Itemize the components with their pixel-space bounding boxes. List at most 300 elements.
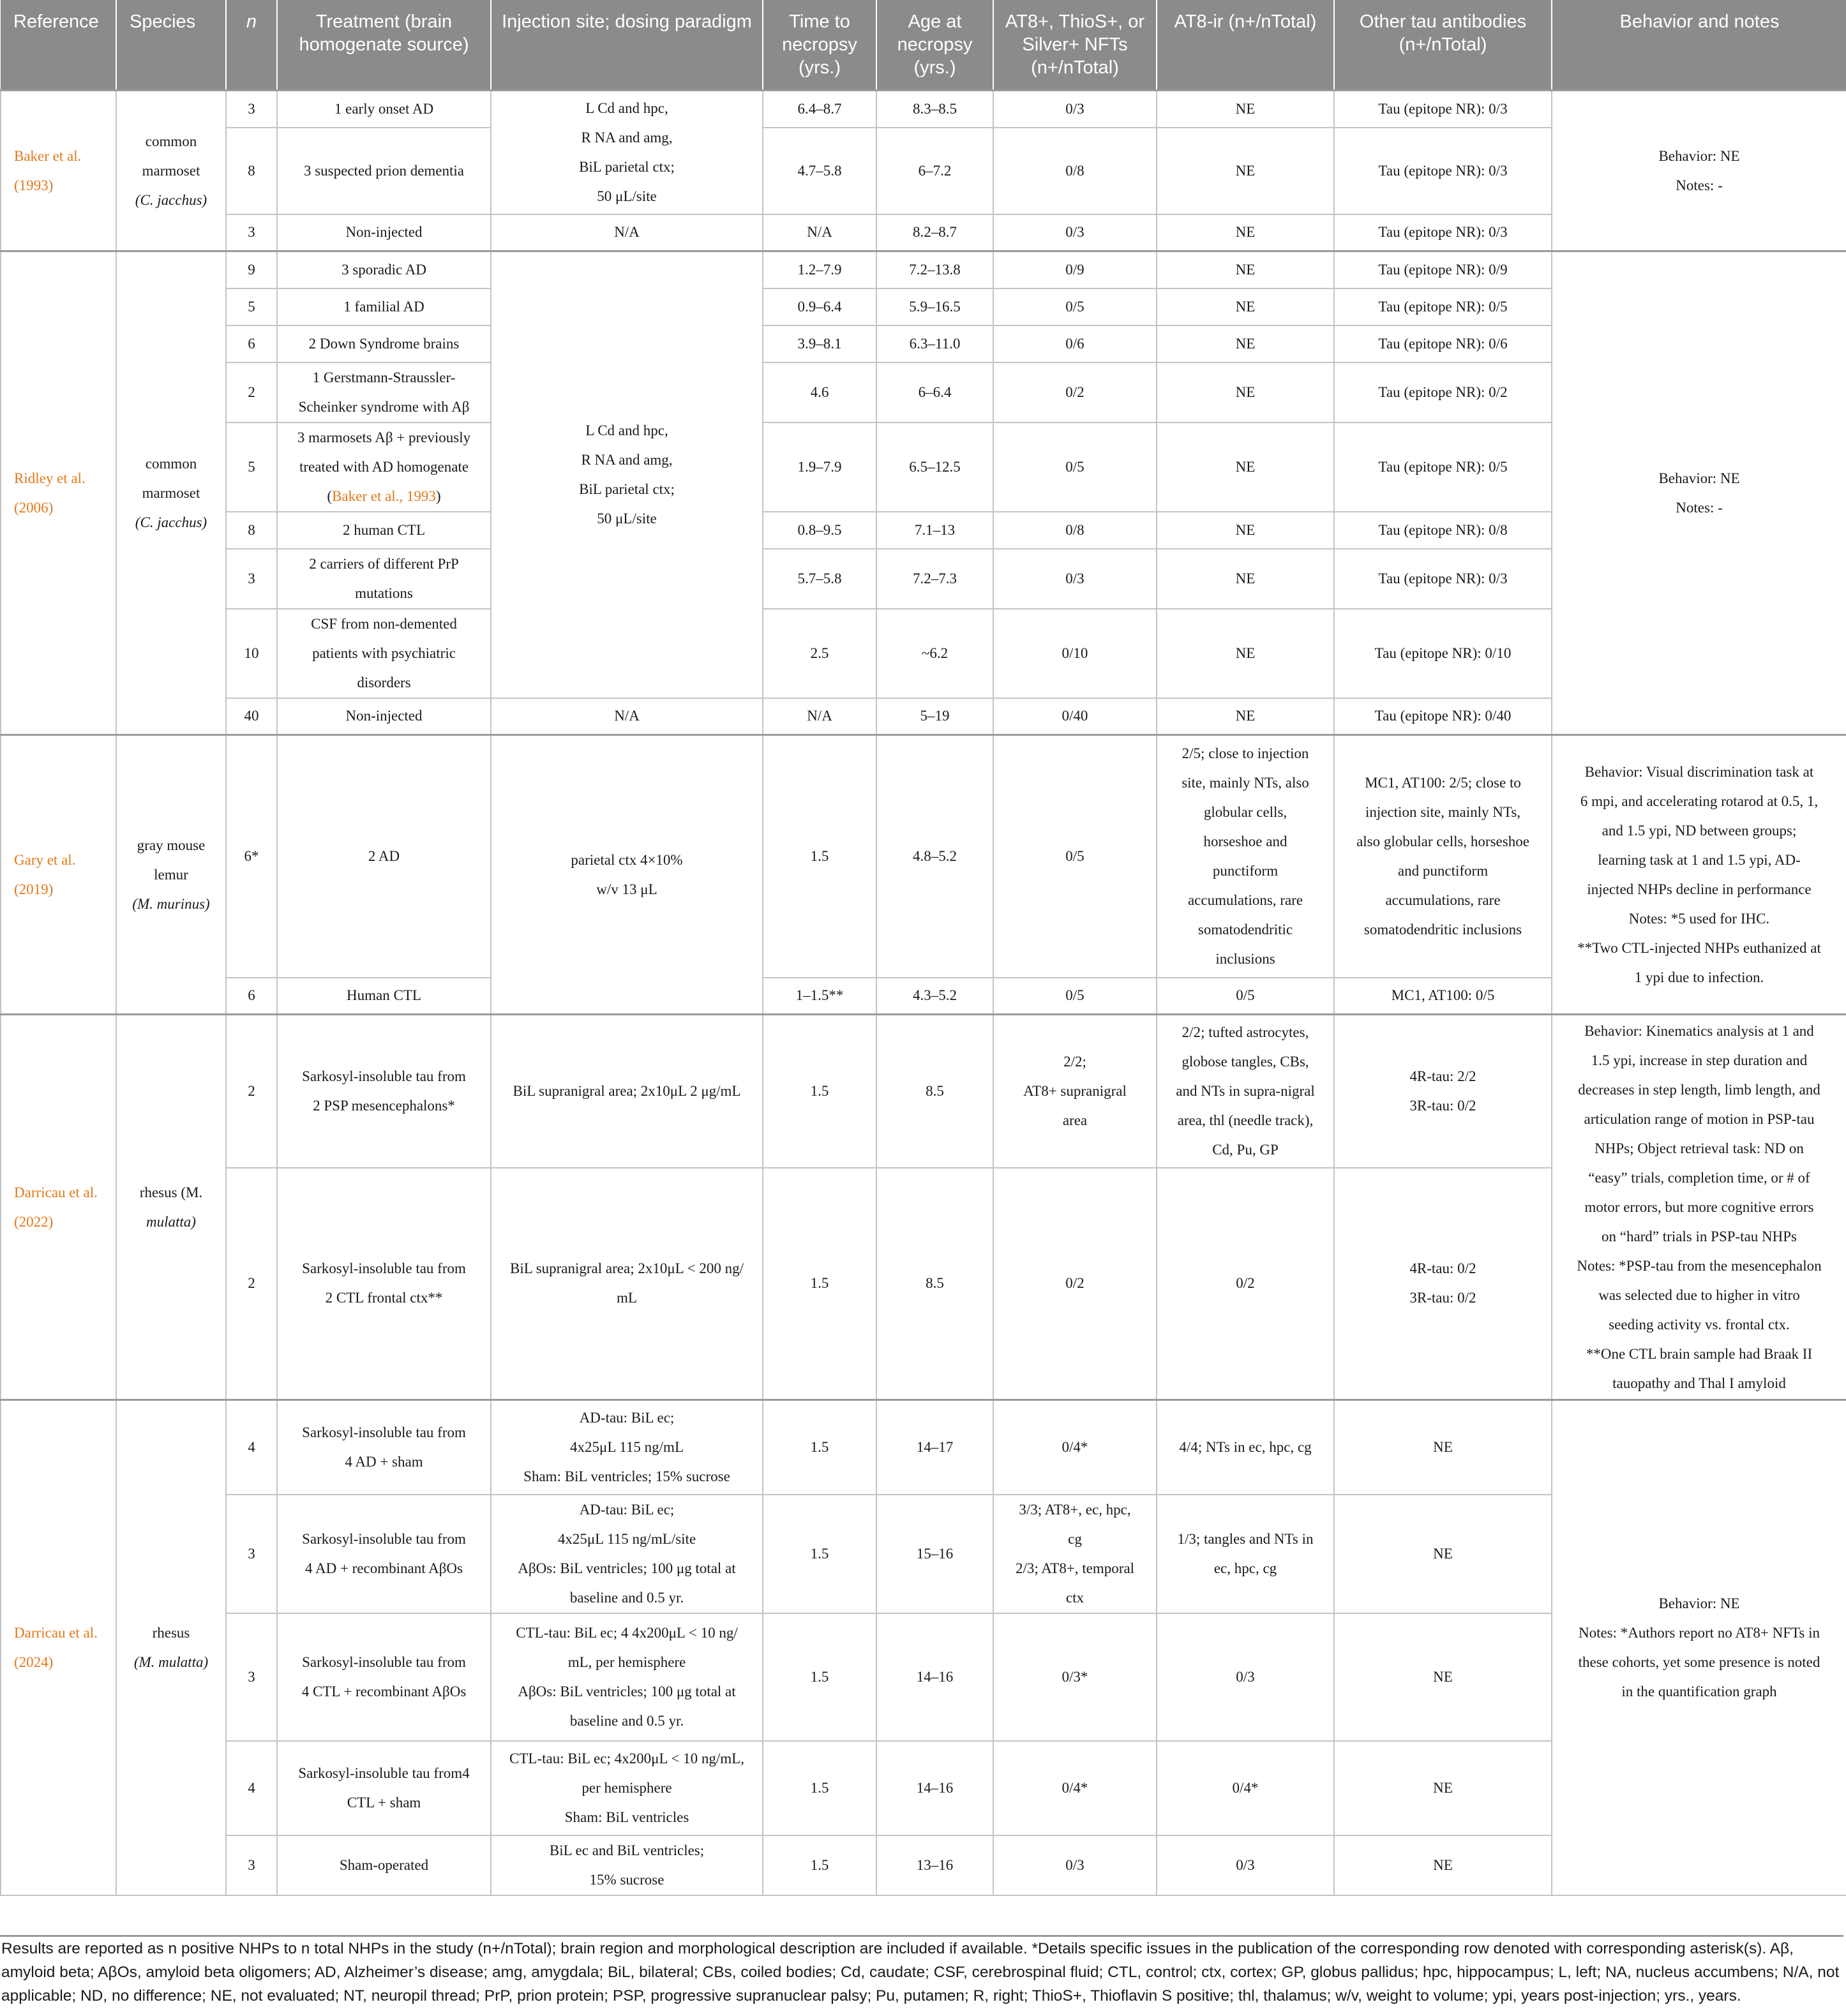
- time-cell: [763, 549, 876, 609]
- at8-cell: [1157, 422, 1334, 512]
- at8-cell: [1157, 609, 1334, 698]
- injection-cell: [491, 1495, 763, 1613]
- other-antibodies-cell: [1334, 1495, 1552, 1613]
- injection-cell: [491, 1741, 763, 1835]
- age-cell-text: 7.2–13.8: [909, 261, 961, 278]
- time-cell: [763, 1835, 876, 1895]
- header-n: n: [226, 0, 277, 91]
- treatment-cell: [277, 1168, 491, 1400]
- other-antibodies-cell: [1334, 609, 1552, 698]
- age-cell: [876, 422, 993, 512]
- n-cell: [226, 1741, 277, 1835]
- injection-cell: [491, 698, 763, 735]
- n-cell-text: 2: [248, 1082, 255, 1099]
- treatment-cell: [277, 128, 491, 214]
- nft-cell-text: 0/2: [1065, 384, 1084, 400]
- reference-cell-text: Ridley et al. (2006): [14, 470, 86, 516]
- other-antibodies-cell: [1334, 422, 1552, 512]
- n-cell-text: 3: [248, 224, 255, 241]
- time-cell: [763, 1168, 876, 1400]
- nft-cell-text: 0/8: [1065, 521, 1084, 538]
- n-cell: [226, 1015, 277, 1168]
- header-other: Other tau antibodies (n+/nTotal): [1334, 0, 1552, 91]
- treatment-cell: [277, 1835, 491, 1895]
- n-cell: [226, 91, 277, 128]
- time-cell-text: 5.7–5.8: [797, 570, 842, 586]
- nft-cell: [993, 735, 1157, 978]
- age-cell-text: 5.9–16.5: [909, 298, 961, 315]
- treatment-cell-text: 3 sporadic AD: [341, 261, 426, 278]
- at8-cell: [1157, 1495, 1334, 1613]
- at8-cell: [1157, 288, 1334, 325]
- time-cell: [763, 1495, 876, 1613]
- species-cell: [116, 1015, 226, 1400]
- treatment-cell: [277, 1015, 491, 1168]
- n-cell: [226, 1168, 277, 1400]
- time-cell-text: 4.6: [810, 384, 829, 400]
- age-cell: [876, 1741, 993, 1835]
- injection-cell-text: AD-tau: BiL ec; 4x25μL 115 ng/mL Sham: BiL ventricles; 15% sucrose: [523, 1409, 730, 1484]
- n-cell: [226, 512, 277, 549]
- at8-cell: [1157, 91, 1334, 128]
- age-cell-text: 8.3–8.5: [913, 100, 957, 117]
- at8-cell-text: 0/5: [1236, 987, 1255, 1004]
- n-cell-text: 6: [248, 335, 255, 352]
- species-common-name: rhesus (M.: [139, 1184, 203, 1200]
- species-latin-name: mulatta): [146, 1213, 196, 1230]
- nft-cell-text: 0/4*: [1062, 1438, 1088, 1455]
- age-cell-text: 5–19: [920, 708, 950, 724]
- at8-cell-text: 2/2; tufted astrocytes, globose tangles, CBs, and NTs in supra-nigral area, thl (needle track), Cd, Pu, GP: [1176, 1024, 1315, 1158]
- time-cell-text: 4.7–5.8: [797, 162, 842, 179]
- treatment-cell-text: 2 Down Syndrome brains: [308, 335, 460, 352]
- time-cell-text: 1.5: [810, 1779, 829, 1796]
- treatment-cell-text: Human CTL: [347, 987, 421, 1004]
- treatment-cell: [277, 512, 491, 549]
- injection-cell: [491, 1015, 763, 1168]
- nft-cell-text: 0/6: [1065, 335, 1084, 352]
- treatment-cell-text: Sarkosyl-insoluble tau from4 CTL + sham: [298, 1765, 470, 1811]
- time-cell: [763, 422, 876, 512]
- treatment-cell-text: Sarkosyl-insoluble tau from 2 CTL frontal ctx**: [302, 1260, 466, 1306]
- at8-cell: [1157, 1400, 1334, 1495]
- at8-cell-text: NE: [1235, 162, 1256, 179]
- n-cell: [226, 288, 277, 325]
- other-antibodies-cell: [1334, 549, 1552, 609]
- treatment-cell: [277, 698, 491, 735]
- table-row: [1, 1015, 1846, 1168]
- nft-cell-text: 0/3*: [1062, 1668, 1088, 1685]
- reference-cell-text: Baker et al. (1993): [14, 147, 82, 193]
- age-cell: [876, 512, 993, 549]
- header-reference: Reference: [1, 0, 116, 91]
- age-cell-text: 4.8–5.2: [913, 847, 957, 864]
- n-cell: [226, 1495, 277, 1613]
- age-cell-text: 6–6.4: [918, 384, 952, 400]
- injection-cell: [491, 735, 763, 1015]
- at8-cell-text: NE: [1235, 298, 1256, 315]
- at8-cell: [1157, 735, 1334, 978]
- header-at8: AT8-ir (n+/nTotal): [1157, 0, 1334, 91]
- age-cell: [876, 128, 993, 214]
- injection-cell-text: N/A: [614, 708, 640, 724]
- reference-cell: [1, 91, 116, 251]
- other-antibodies-cell: [1334, 1168, 1552, 1400]
- nft-cell: [993, 609, 1157, 698]
- treatment-cell-text: Non-injected: [345, 224, 423, 241]
- time-cell: [763, 1400, 876, 1495]
- species-cell: [116, 1400, 226, 1895]
- behavior-notes-cell: [1552, 735, 1846, 1015]
- age-cell-text: 7.2–7.3: [913, 570, 957, 586]
- header-nft: AT8+, ThioS+, or Silver+ NFTs (n+/nTotal): [993, 0, 1157, 91]
- age-cell: [876, 362, 993, 422]
- injection-cell: [491, 1400, 763, 1495]
- other-antibodies-cell-text: Tau (epitope NR): 0/5: [1378, 298, 1508, 315]
- treatment-cell: [277, 251, 491, 288]
- species-latin-name: (C. jacchus): [135, 514, 207, 530]
- treatment-cell-text: 3 suspected prion dementia: [303, 162, 464, 179]
- nft-cell-text: 2/2; AT8+ supranigral area: [1023, 1053, 1127, 1128]
- other-antibodies-cell: [1334, 1835, 1552, 1895]
- n-cell-text: 4: [248, 1438, 255, 1455]
- treatment-cell-text: 1 familial AD: [343, 298, 424, 315]
- at8-cell: [1157, 214, 1334, 251]
- behavior-notes-cell-text: Behavior: NE Notes: -: [1658, 147, 1740, 193]
- nft-cell: [993, 1015, 1157, 1168]
- time-cell: [763, 512, 876, 549]
- n-cell: [226, 362, 277, 422]
- nft-cell: [993, 512, 1157, 549]
- age-cell: [876, 735, 993, 978]
- n-cell-text: 3: [248, 570, 255, 586]
- n-cell-text: 40: [244, 708, 259, 724]
- nft-cell: [993, 91, 1157, 128]
- n-cell: [226, 978, 277, 1015]
- time-cell: [763, 698, 876, 735]
- at8-cell-text: NE: [1235, 261, 1256, 278]
- time-cell: [763, 1613, 876, 1741]
- at8-cell-text: 0/4*: [1232, 1779, 1259, 1796]
- time-cell-text: 1.5: [810, 847, 829, 864]
- at8-cell-text: NE: [1235, 521, 1256, 538]
- at8-cell-text: NE: [1235, 100, 1256, 117]
- species-latin-name: (C. jacchus): [135, 191, 207, 208]
- n-cell: [226, 214, 277, 251]
- age-cell-text: 6.3–11.0: [909, 335, 961, 352]
- nft-cell-text: 0/3: [1065, 224, 1084, 241]
- time-cell-text: 1.5: [810, 1668, 829, 1685]
- nft-cell: [993, 978, 1157, 1015]
- other-antibodies-cell-text: Tau (epitope NR): 0/9: [1378, 261, 1508, 278]
- behavior-notes-cell: [1552, 1015, 1846, 1400]
- reference-cell: [1, 251, 116, 735]
- treatment-cell-text: 1 early onset AD: [334, 100, 434, 117]
- other-antibodies-cell-text: MC1, AT100: 2/5; close to injection site, mainly NTs, also globular cells, horseshoe and punctiform accumulations, rare somatodendritic inclusions: [1356, 774, 1529, 937]
- time-cell-text: 1.2–7.9: [797, 261, 842, 278]
- treatment-cell: [277, 325, 491, 362]
- other-antibodies-cell: [1334, 978, 1552, 1015]
- at8-cell-text: 0/3: [1236, 1856, 1255, 1873]
- n-cell-text: 5: [248, 458, 255, 475]
- n-cell: [226, 128, 277, 214]
- at8-cell-text: 0/3: [1236, 1668, 1255, 1685]
- reference-cell: [1, 1400, 116, 1895]
- nft-cell: [993, 362, 1157, 422]
- at8-cell: [1157, 512, 1334, 549]
- treatment-cell: [277, 214, 491, 251]
- time-cell-text: 1–1.5**: [795, 987, 844, 1004]
- species-cell: [116, 251, 226, 735]
- treatment-cell: [277, 549, 491, 609]
- treatment-cell-text: Non-injected: [345, 708, 423, 724]
- nft-cell: [993, 214, 1157, 251]
- other-antibodies-cell: [1334, 325, 1552, 362]
- treatment-cell-text: 1 Gerstmann-Straussler- Scheinker syndrome with Aβ: [298, 369, 470, 415]
- age-cell-text: 6.5–12.5: [909, 458, 961, 475]
- treatment-cell: [277, 609, 491, 698]
- time-cell-text: 2.5: [810, 645, 829, 661]
- behavior-notes-cell-text: Behavior: NE Notes: *Authors report no AT8+ NFTs in these cohorts, yet some presence is noted in the quantification graph: [1578, 1595, 1820, 1699]
- age-cell-text: ~6.2: [921, 645, 949, 661]
- time-cell: [763, 362, 876, 422]
- at8-cell-text: 4/4; NTs in ec, hpc, cg: [1179, 1438, 1312, 1455]
- n-cell-text: 3: [248, 1856, 255, 1873]
- behavior-notes-cell: [1552, 1400, 1846, 1895]
- other-antibodies-cell-text: 4R-tau: 0/2 3R-tau: 0/2: [1409, 1260, 1476, 1306]
- at8-cell: [1157, 549, 1334, 609]
- age-cell-text: 8.5: [926, 1082, 944, 1099]
- n-cell-text: 6*: [244, 847, 259, 864]
- at8-cell: [1157, 978, 1334, 1015]
- n-cell: [226, 735, 277, 978]
- time-cell: [763, 91, 876, 128]
- reference-cell: [1, 1015, 116, 1400]
- nft-cell: [993, 1168, 1157, 1400]
- injection-cell: [491, 251, 763, 698]
- other-antibodies-cell: [1334, 735, 1552, 978]
- age-cell: [876, 978, 993, 1015]
- treatment-cell: [277, 1613, 491, 1741]
- n-cell-text: 6: [248, 987, 255, 1004]
- header-behavior: Behavior and notes: [1552, 0, 1846, 91]
- nft-cell-text: 0/5: [1065, 458, 1084, 475]
- treatment-cell-text: Sarkosyl-insoluble tau from 4 AD + sham: [302, 1424, 466, 1470]
- age-cell: [876, 91, 993, 128]
- time-cell: [763, 978, 876, 1015]
- at8-cell: [1157, 698, 1334, 735]
- nft-cell: [993, 1400, 1157, 1495]
- treatment-cell: [277, 735, 491, 978]
- other-antibodies-cell: [1334, 288, 1552, 325]
- other-antibodies-cell-text: 4R-tau: 2/2 3R-tau: 0/2: [1409, 1068, 1476, 1114]
- age-cell: [876, 1835, 993, 1895]
- age-cell: [876, 251, 993, 288]
- table-body: [1, 91, 1846, 1895]
- injection-cell-text: BiL supranigral area; 2x10μL < 200 ng/ mL: [510, 1260, 744, 1306]
- other-antibodies-cell: [1334, 1400, 1552, 1495]
- time-cell-text: 0.8–9.5: [797, 521, 842, 538]
- nft-cell-text: 0/5: [1065, 298, 1084, 315]
- nft-cell-text: 0/3: [1065, 570, 1084, 586]
- injection-cell-text: BiL supranigral area; 2x10μL 2 μg/mL: [513, 1082, 741, 1099]
- age-cell-text: 15–16: [916, 1545, 954, 1562]
- other-antibodies-cell: [1334, 512, 1552, 549]
- treatment-cell: [277, 1400, 491, 1495]
- age-cell: [876, 1495, 993, 1613]
- citation-link[interactable]: Baker et al., 1993: [332, 488, 436, 504]
- species-common-name: common marmoset: [142, 133, 200, 179]
- n-cell-text: 8: [248, 521, 255, 538]
- n-cell-text: 4: [248, 1779, 255, 1796]
- other-antibodies-cell-text: Tau (epitope NR): 0/10: [1374, 645, 1512, 661]
- age-cell-text: 14–17: [916, 1438, 954, 1455]
- behavior-notes-cell-text: Behavior: Visual discrimination task at 6 mpi, and accelerating rotarod at 0.5, 1, and 1.5 ypi, ND between groups; learning task at 1 and 1.5 ypi, AD- injected NHPs decline in performance Notes: *5 used for IHC. **Two CTL-injected NHPs euthanized at 1 ypi due to infection.: [1577, 763, 1821, 985]
- time-cell-text: N/A: [807, 708, 832, 724]
- nft-cell: [993, 1495, 1157, 1613]
- other-antibodies-cell: [1334, 251, 1552, 288]
- age-cell: [876, 1168, 993, 1400]
- n-cell: [226, 609, 277, 698]
- age-cell-text: 7.1–13: [914, 521, 956, 538]
- injection-cell-text: CTL-tau: BiL ec; 4 4x200μL < 10 ng/ mL, per hemisphere AβOs: BiL ventricles; 100 μg total at baseline and 0.5 yr.: [516, 1624, 738, 1729]
- n-cell: [226, 1613, 277, 1741]
- n-cell-text: 9: [248, 261, 255, 278]
- age-cell: [876, 214, 993, 251]
- nft-cell: [993, 1741, 1157, 1835]
- other-antibodies-cell: [1334, 698, 1552, 735]
- at8-cell: [1157, 251, 1334, 288]
- nft-cell-text: 0/3: [1065, 100, 1084, 117]
- species-cell: [116, 91, 226, 251]
- time-cell-text: 1.5: [810, 1438, 829, 1455]
- time-cell: [763, 609, 876, 698]
- injection-cell: [491, 91, 763, 214]
- age-cell: [876, 325, 993, 362]
- at8-cell-text: NE: [1235, 224, 1256, 241]
- nft-cell-text: 3/3; AT8+, ec, hpc, cg 2/3; AT8+, temporal ctx: [1015, 1501, 1135, 1606]
- species-common-name: gray mouse lemur: [137, 837, 206, 883]
- other-antibodies-cell-text: Tau (epitope NR): 0/3: [1378, 100, 1508, 117]
- other-antibodies-cell-text: Tau (epitope NR): 0/3: [1378, 162, 1508, 179]
- at8-cell: [1157, 325, 1334, 362]
- nft-cell-text: 0/9: [1065, 261, 1084, 278]
- n-cell-text: 3: [248, 1668, 255, 1685]
- nft-cell: [993, 698, 1157, 735]
- n-cell: [226, 422, 277, 512]
- time-cell-text: 0.9–6.4: [797, 298, 842, 315]
- other-antibodies-cell: [1334, 1741, 1552, 1835]
- injection-cell-text: N/A: [614, 224, 640, 241]
- reference-cell-text: Darricau et al. (2022): [14, 1184, 98, 1230]
- time-cell-text: 1.5: [810, 1545, 829, 1562]
- treatment-cell-text: Sarkosyl-insoluble tau from 4 AD + recombinant AβOs: [302, 1530, 466, 1576]
- age-cell-text: 8.2–8.7: [913, 224, 957, 241]
- table-row: [1, 91, 1846, 128]
- time-cell: [763, 325, 876, 362]
- injection-cell: [491, 1613, 763, 1741]
- time-cell-text: 1.9–7.9: [797, 458, 842, 475]
- time-cell: [763, 1015, 876, 1168]
- nft-cell-text: 0/5: [1065, 987, 1084, 1004]
- treatment-cell: [277, 978, 491, 1015]
- other-antibodies-cell-text: Tau (epitope NR): 0/6: [1378, 335, 1508, 352]
- table-row: [1, 251, 1846, 288]
- n-cell-text: 2: [248, 384, 255, 400]
- n-cell-text: 3: [248, 100, 255, 117]
- reference-cell-text: Darricau et al. (2024): [14, 1624, 98, 1670]
- reference-cell-text: Gary et al. (2019): [14, 851, 76, 897]
- nft-cell: [993, 251, 1157, 288]
- time-cell-text: 1.5: [810, 1082, 829, 1099]
- age-cell-text: 14–16: [916, 1668, 954, 1685]
- age-cell: [876, 288, 993, 325]
- injection-cell-text: AD-tau: BiL ec; 4x25μL 115 ng/mL/site AβOs: BiL ventricles; 100 μg total at baseline and 0.5 yr.: [518, 1501, 736, 1606]
- species-latin-name: (M. mulatta): [133, 1654, 209, 1670]
- at8-cell-text: NE: [1235, 458, 1256, 475]
- nft-cell-text: 0/3: [1065, 1856, 1084, 1873]
- treatment-cell: [277, 362, 491, 422]
- n-cell: [226, 325, 277, 362]
- nft-cell-text: 0/4*: [1062, 1779, 1088, 1796]
- injection-cell-text: parietal ctx 4×10% w/v 13 μL: [571, 851, 683, 897]
- age-cell-text: 14–16: [916, 1779, 954, 1796]
- nft-cell-text: 0/2: [1065, 1275, 1084, 1292]
- nft-cell: [993, 1613, 1157, 1741]
- at8-cell: [1157, 128, 1334, 214]
- injection-cell-text: BiL ec and BiL ventricles; 15% sucrose: [549, 1842, 705, 1888]
- other-antibodies-cell-text: MC1, AT100: 0/5: [1391, 987, 1495, 1004]
- nft-cell: [993, 288, 1157, 325]
- behavior-notes-cell-text: Behavior: NE Notes: -: [1658, 470, 1740, 516]
- behavior-notes-cell: [1552, 251, 1846, 735]
- treatment-cell-text: Sarkosyl-insoluble tau from 4 CTL + recombinant AβOs: [301, 1654, 467, 1699]
- treatment-cell: [277, 1495, 491, 1613]
- treatment-cell-text: Sarkosyl-insoluble tau from 2 PSP mesencephalons*: [302, 1068, 466, 1114]
- at8-cell: [1157, 1015, 1334, 1168]
- other-antibodies-cell-text: Tau (epitope NR): 0/5: [1378, 458, 1508, 475]
- injection-cell: [491, 1835, 763, 1895]
- at8-cell: [1157, 1168, 1334, 1400]
- header-species: Species: [116, 0, 226, 91]
- age-cell-text: 13–16: [916, 1856, 954, 1873]
- age-cell: [876, 1400, 993, 1495]
- at8-cell-text: NE: [1235, 645, 1256, 661]
- treatment-cell-text: 2 human CTL: [342, 521, 426, 538]
- at8-cell-text: 0/2: [1236, 1275, 1255, 1292]
- nft-cell: [993, 422, 1157, 512]
- treatment-cell-text: Sham-operated: [339, 1856, 429, 1873]
- n-cell-text: 3: [248, 1545, 255, 1562]
- other-antibodies-cell-text: Tau (epitope NR): 0/2: [1378, 384, 1508, 400]
- treatment-cell-text: 2 carriers of different PrP mutations: [309, 555, 459, 601]
- other-antibodies-cell: [1334, 362, 1552, 422]
- other-antibodies-cell-text: NE: [1433, 1856, 1453, 1873]
- treatment-cell: [277, 288, 491, 325]
- time-cell: [763, 214, 876, 251]
- other-antibodies-cell: [1334, 1015, 1552, 1168]
- nft-cell-text: 0/5: [1065, 847, 1084, 864]
- injection-cell-text: L Cd and hpc, R NA and amg, BiL parietal ctx; 50 μL/site: [579, 100, 675, 204]
- n-cell-text: 5: [248, 298, 255, 315]
- footnote-text: Results are reported as n positive NHPs to n total NHPs in the study (n+/nTotal); brain region and morphological description are included if available. *Details specific issues in the publication of the corresponding row denoted with corresponding asterisk(s). Aβ, amyloid beta; AβOs, amyloid beta oligomers; AD, Alzheimer’s disease; amg, amygdala; BiL, bilateral; CBs, coiled bodies; Cd, caudate; CSF, cerebrospinal fluid; CTL, control; ctx, cortex; GP, globus pallidus; hpc, hippocampus; L, left; NA, nucleus accumbens; N/A, not applicable; ND, no difference; NE, not evaluated; NT, neuropil thread; PrP, prion protein; PSP, progressive supranuclear palsy; Pu, putamen; R, right; ThioS+, Thioflavin S positive; thl, thalamus; w/v, weight to volume; ypi, years post-injection; yrs., years.: [1, 1940, 1840, 2005]
- injection-cell-text: CTL-tau: BiL ec; 4x200μL < 10 ng/mL, per hemisphere Sham: BiL ventricles: [509, 1750, 744, 1825]
- other-antibodies-cell: [1334, 128, 1552, 214]
- table-row: [1, 735, 1846, 978]
- nft-cell: [993, 325, 1157, 362]
- time-cell-text: 6.4–8.7: [797, 100, 842, 117]
- at8-cell-text: 2/5; close to injection site, mainly NTs, also globular cells, horseshoe and punctiform accumulations, rare somatodendritic inclusions: [1182, 745, 1309, 967]
